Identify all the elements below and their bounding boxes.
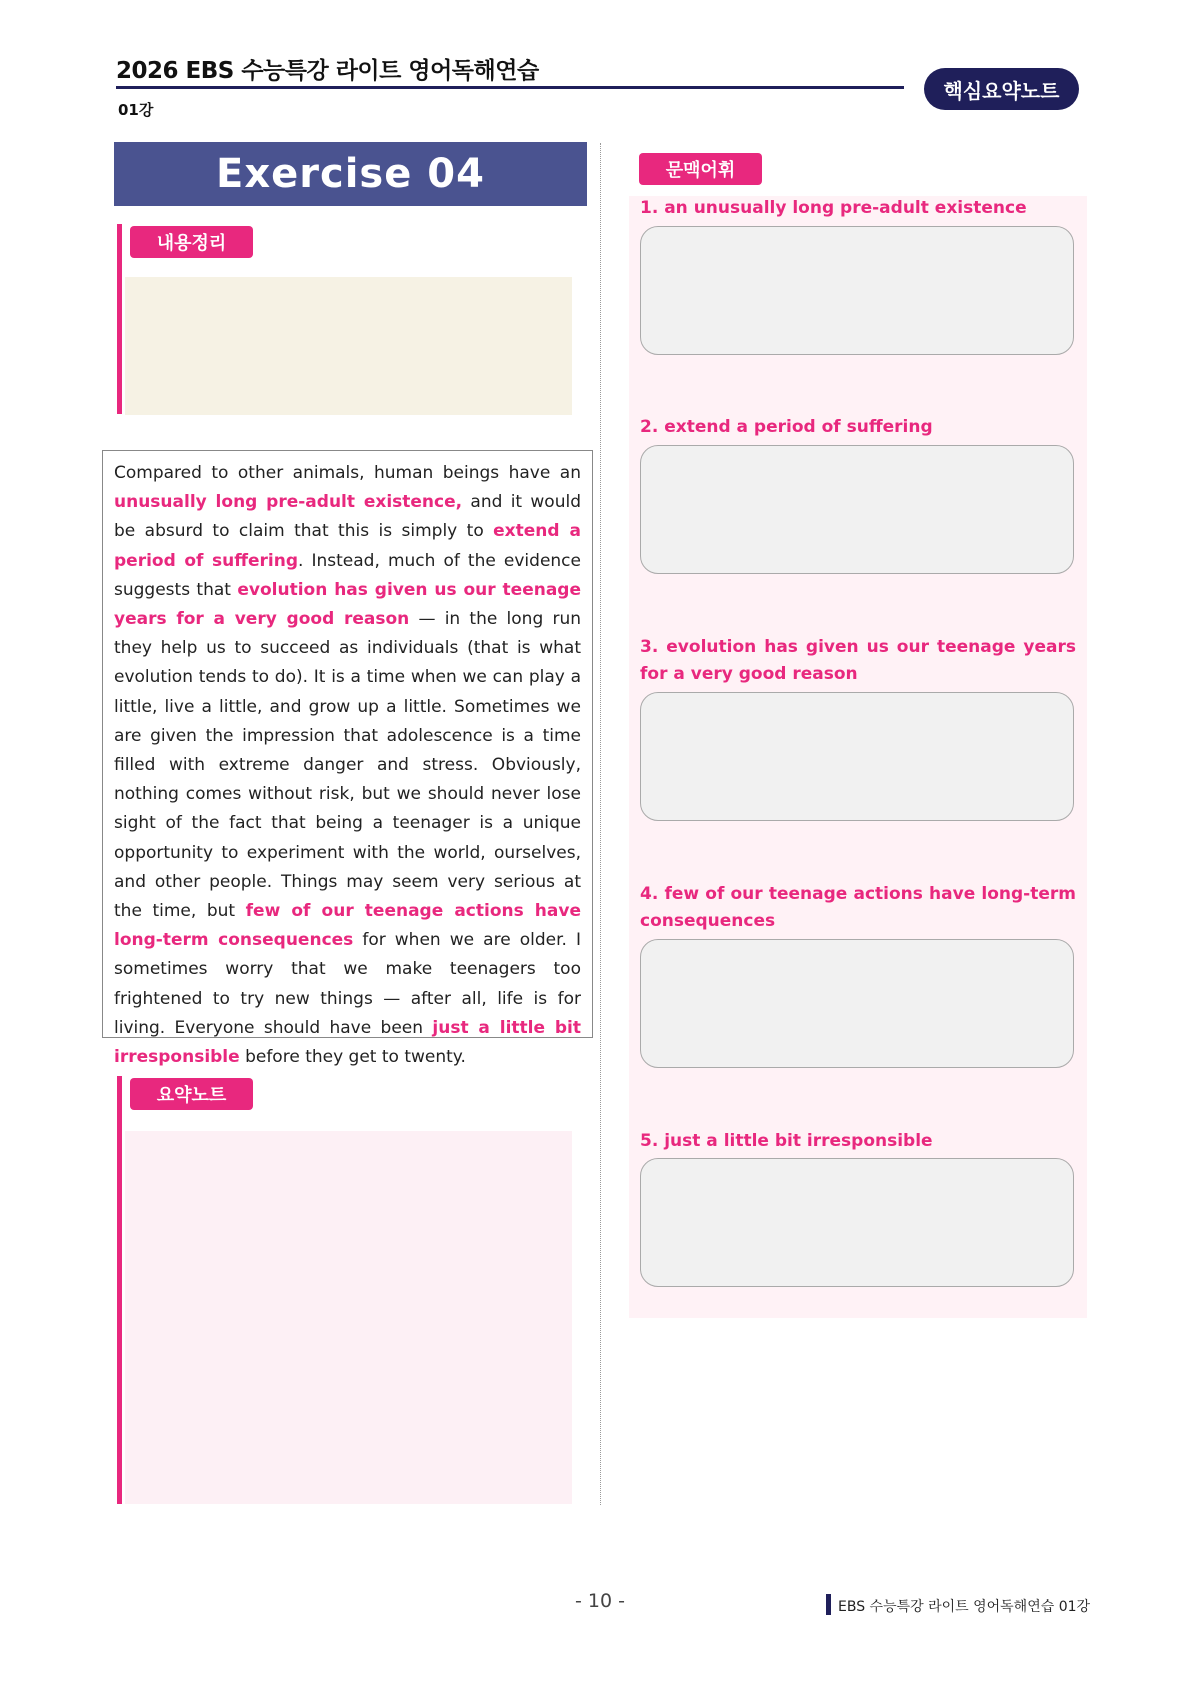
answer-box-2[interactable] — [640, 445, 1074, 574]
passage-segment: Compared to other animals, human beings have an — [114, 463, 581, 483]
footer-running-title: EBS 수능특강 라이트 영어독해연습 01강 — [838, 1599, 1091, 1615]
summary-note-box — [125, 1131, 572, 1504]
exercise-title: Exercise 04 — [114, 142, 587, 206]
highlighted-phrase: just a little bit irresponsible — [114, 1017, 581, 1068]
answer-box-3[interactable] — [640, 692, 1074, 821]
vocab-item-1: 1. an unusually long pre-adult existence — [640, 198, 1027, 218]
reading-passage — [102, 450, 593, 1068]
header-rule — [116, 86, 904, 89]
core-summary-badge: 핵심요약노트 — [924, 68, 1079, 110]
page-number: - 10 - — [575, 1590, 625, 1612]
content-section-bar — [117, 224, 122, 414]
answer-box-1[interactable] — [640, 226, 1074, 355]
book-title: 2026 EBS 수능특강 라이트 영어독해연습 — [116, 58, 539, 84]
highlighted-phrase: extend a period of suffering — [114, 521, 581, 571]
footer-bar — [826, 1594, 831, 1615]
vocab-item-4: 4. few of our teenage actions have long-term consequences — [640, 884, 1076, 931]
answer-box-4[interactable] — [640, 939, 1074, 1068]
vocab-item-3: 3. evolution has given us our teenage years for a very good reason — [640, 637, 1076, 684]
answer-box-5[interactable] — [640, 1158, 1074, 1287]
content-summary-box — [125, 277, 572, 415]
passage-text — [114, 459, 581, 1072]
column-divider — [600, 143, 601, 1505]
passage-segment: for when we are older. I sometimes worry that we make teenagers too frightened to try new things — after all, life is for living. Everyone should have been — [114, 930, 581, 1038]
highlighted-phrase: evolution has given us our teenage years for a very good reason — [114, 579, 582, 630]
highlighted-phrase: unusually long pre-adult existence, — [114, 492, 463, 513]
lesson-label: 01강 — [118, 101, 154, 119]
vocab-item-2: 2. extend a period of suffering — [640, 417, 933, 437]
passage-segment: and it would be absurd to claim that this is simply to — [114, 492, 581, 542]
passage-segment: . Instead, much of the evidence suggests that — [114, 550, 581, 600]
vocab-item-5: 5. just a little bit irresponsible — [640, 1131, 933, 1151]
content-summary-tag: 내용정리 — [130, 226, 253, 258]
summary-section-bar — [117, 1076, 122, 1504]
context-vocab-tag: 문맥어휘 — [639, 153, 762, 185]
summary-note-tag: 요약노트 — [130, 1078, 253, 1110]
highlighted-phrase: few of our teenage actions have long-term consequences — [114, 901, 581, 951]
passage-segment: — in the long run they help us to succeed as individuals (that is what evolution tends to do). It is a time when we can play a little, live a little, and grow up a little. Sometimes we are given the impression that adolescence is a time filled with extreme danger and stress. Obviously, nothing comes without risk, but we should never lose sight of the fact that being a teenager is a unique opportunity to experiment with the world, ourselves, and other people. Things may seem very serious at the time, but — [114, 609, 581, 922]
passage-segment: before they get to twenty. — [239, 1047, 466, 1068]
